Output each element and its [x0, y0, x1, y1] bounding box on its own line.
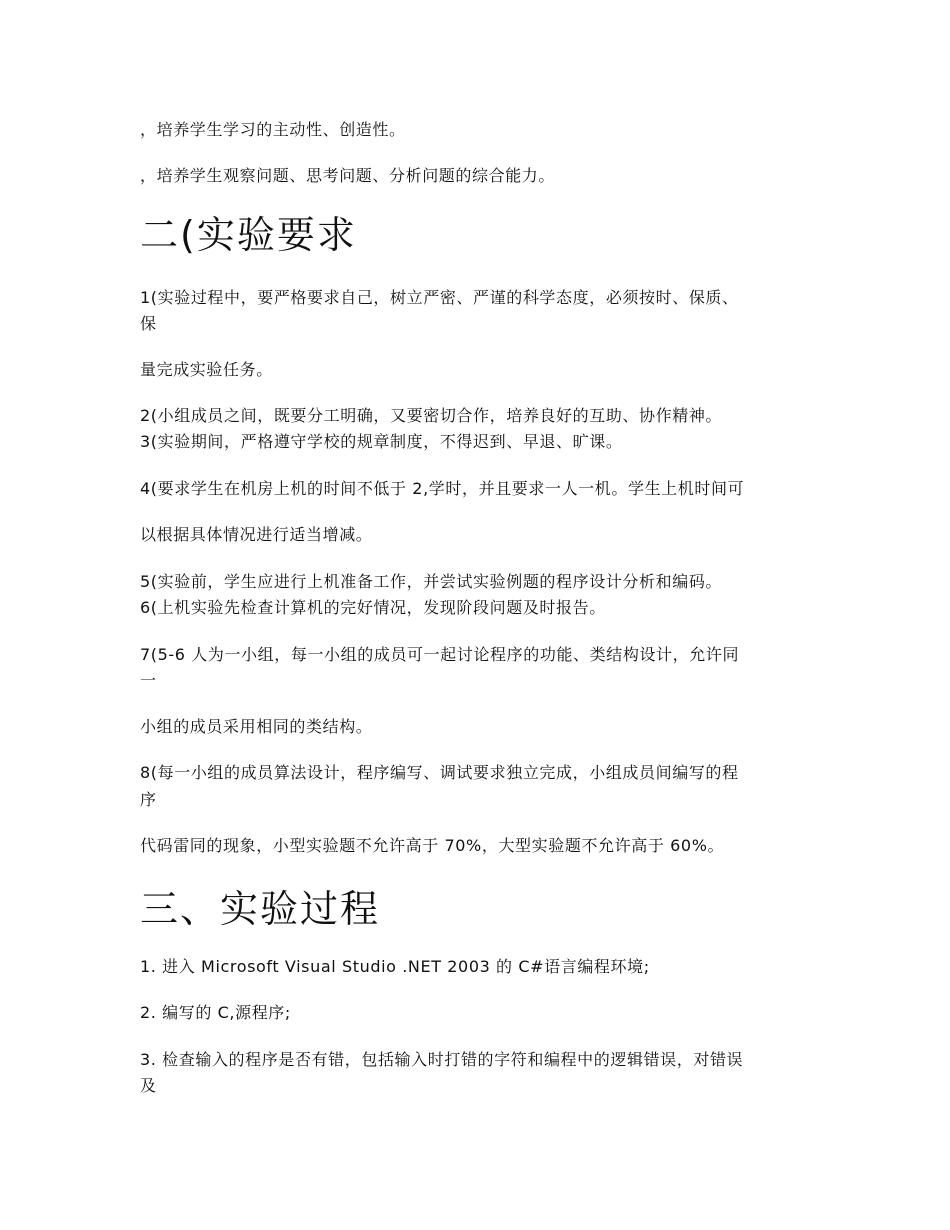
section-heading-process: 三、实验过程 — [140, 887, 381, 931]
requirement-line: 量完成实验任务。 — [140, 360, 273, 379]
intro-line-1: ，培养学生学习的主动性、创造性。 — [140, 120, 406, 139]
process-line: 1. 进入 Microsoft Visual Studio .NET 2003 的 C#语言编程环境; — [140, 957, 650, 976]
requirement-line: 一 — [140, 671, 157, 690]
requirement-line: 6(上机实验先检查计算机的完好情况，发现阶段问题及时报告。 — [140, 598, 606, 617]
requirement-line: 以根据具体情况进行适当增减。 — [140, 525, 373, 544]
requirement-line: 小组的成员采用相同的类结构。 — [140, 717, 373, 736]
requirement-line: 1(实验过程中，要严格要求自己，树立严密、严谨的科学态度，必须按时、保质、 — [140, 288, 739, 307]
requirement-line: 代码雷同的现象，小型实验题不允许高于 70%，大型实验题不允许高于 60%。 — [140, 836, 725, 855]
requirement-line: 7(5-6 人为一小组，每一小组的成员可一起讨论程序的功能、类结构设计，允许同 — [140, 645, 740, 664]
requirement-line: 3(实验期间，严格遵守学校的规章制度，不得迟到、早退、旷课。 — [140, 432, 623, 451]
requirement-line: 5(实验前，学生应进行上机准备工作，并尝试实验例题的程序设计分析和编码。 — [140, 572, 723, 591]
requirement-line: 8(每一小组的成员算法设计，程序编写、调试要求独立完成，小组成员间编写的程 — [140, 763, 739, 782]
requirement-line: 序 — [140, 790, 157, 809]
requirement-line: 保 — [140, 314, 157, 333]
intro-line-2: ，培养学生观察问题、思考问题、分析问题的综合能力。 — [140, 166, 556, 185]
requirement-line: 4(要求学生在机房上机的时间不低于 2,学时，并且要求一人一机。学生上机时间可 — [140, 479, 745, 498]
section-heading-requirements: 二(实验要求 — [140, 213, 357, 257]
process-line: 3. 检查输入的程序是否有错，包括输入时打错的字符和编程中的逻辑错误，对错误 — [140, 1050, 744, 1069]
requirement-line: 2(小组成员之间，既要分工明确，又要密切合作，培养良好的互助、协作精神。 — [140, 406, 723, 425]
process-line: 2. 编写的 C,源程序; — [140, 1003, 291, 1022]
process-line: 及 — [140, 1076, 157, 1095]
